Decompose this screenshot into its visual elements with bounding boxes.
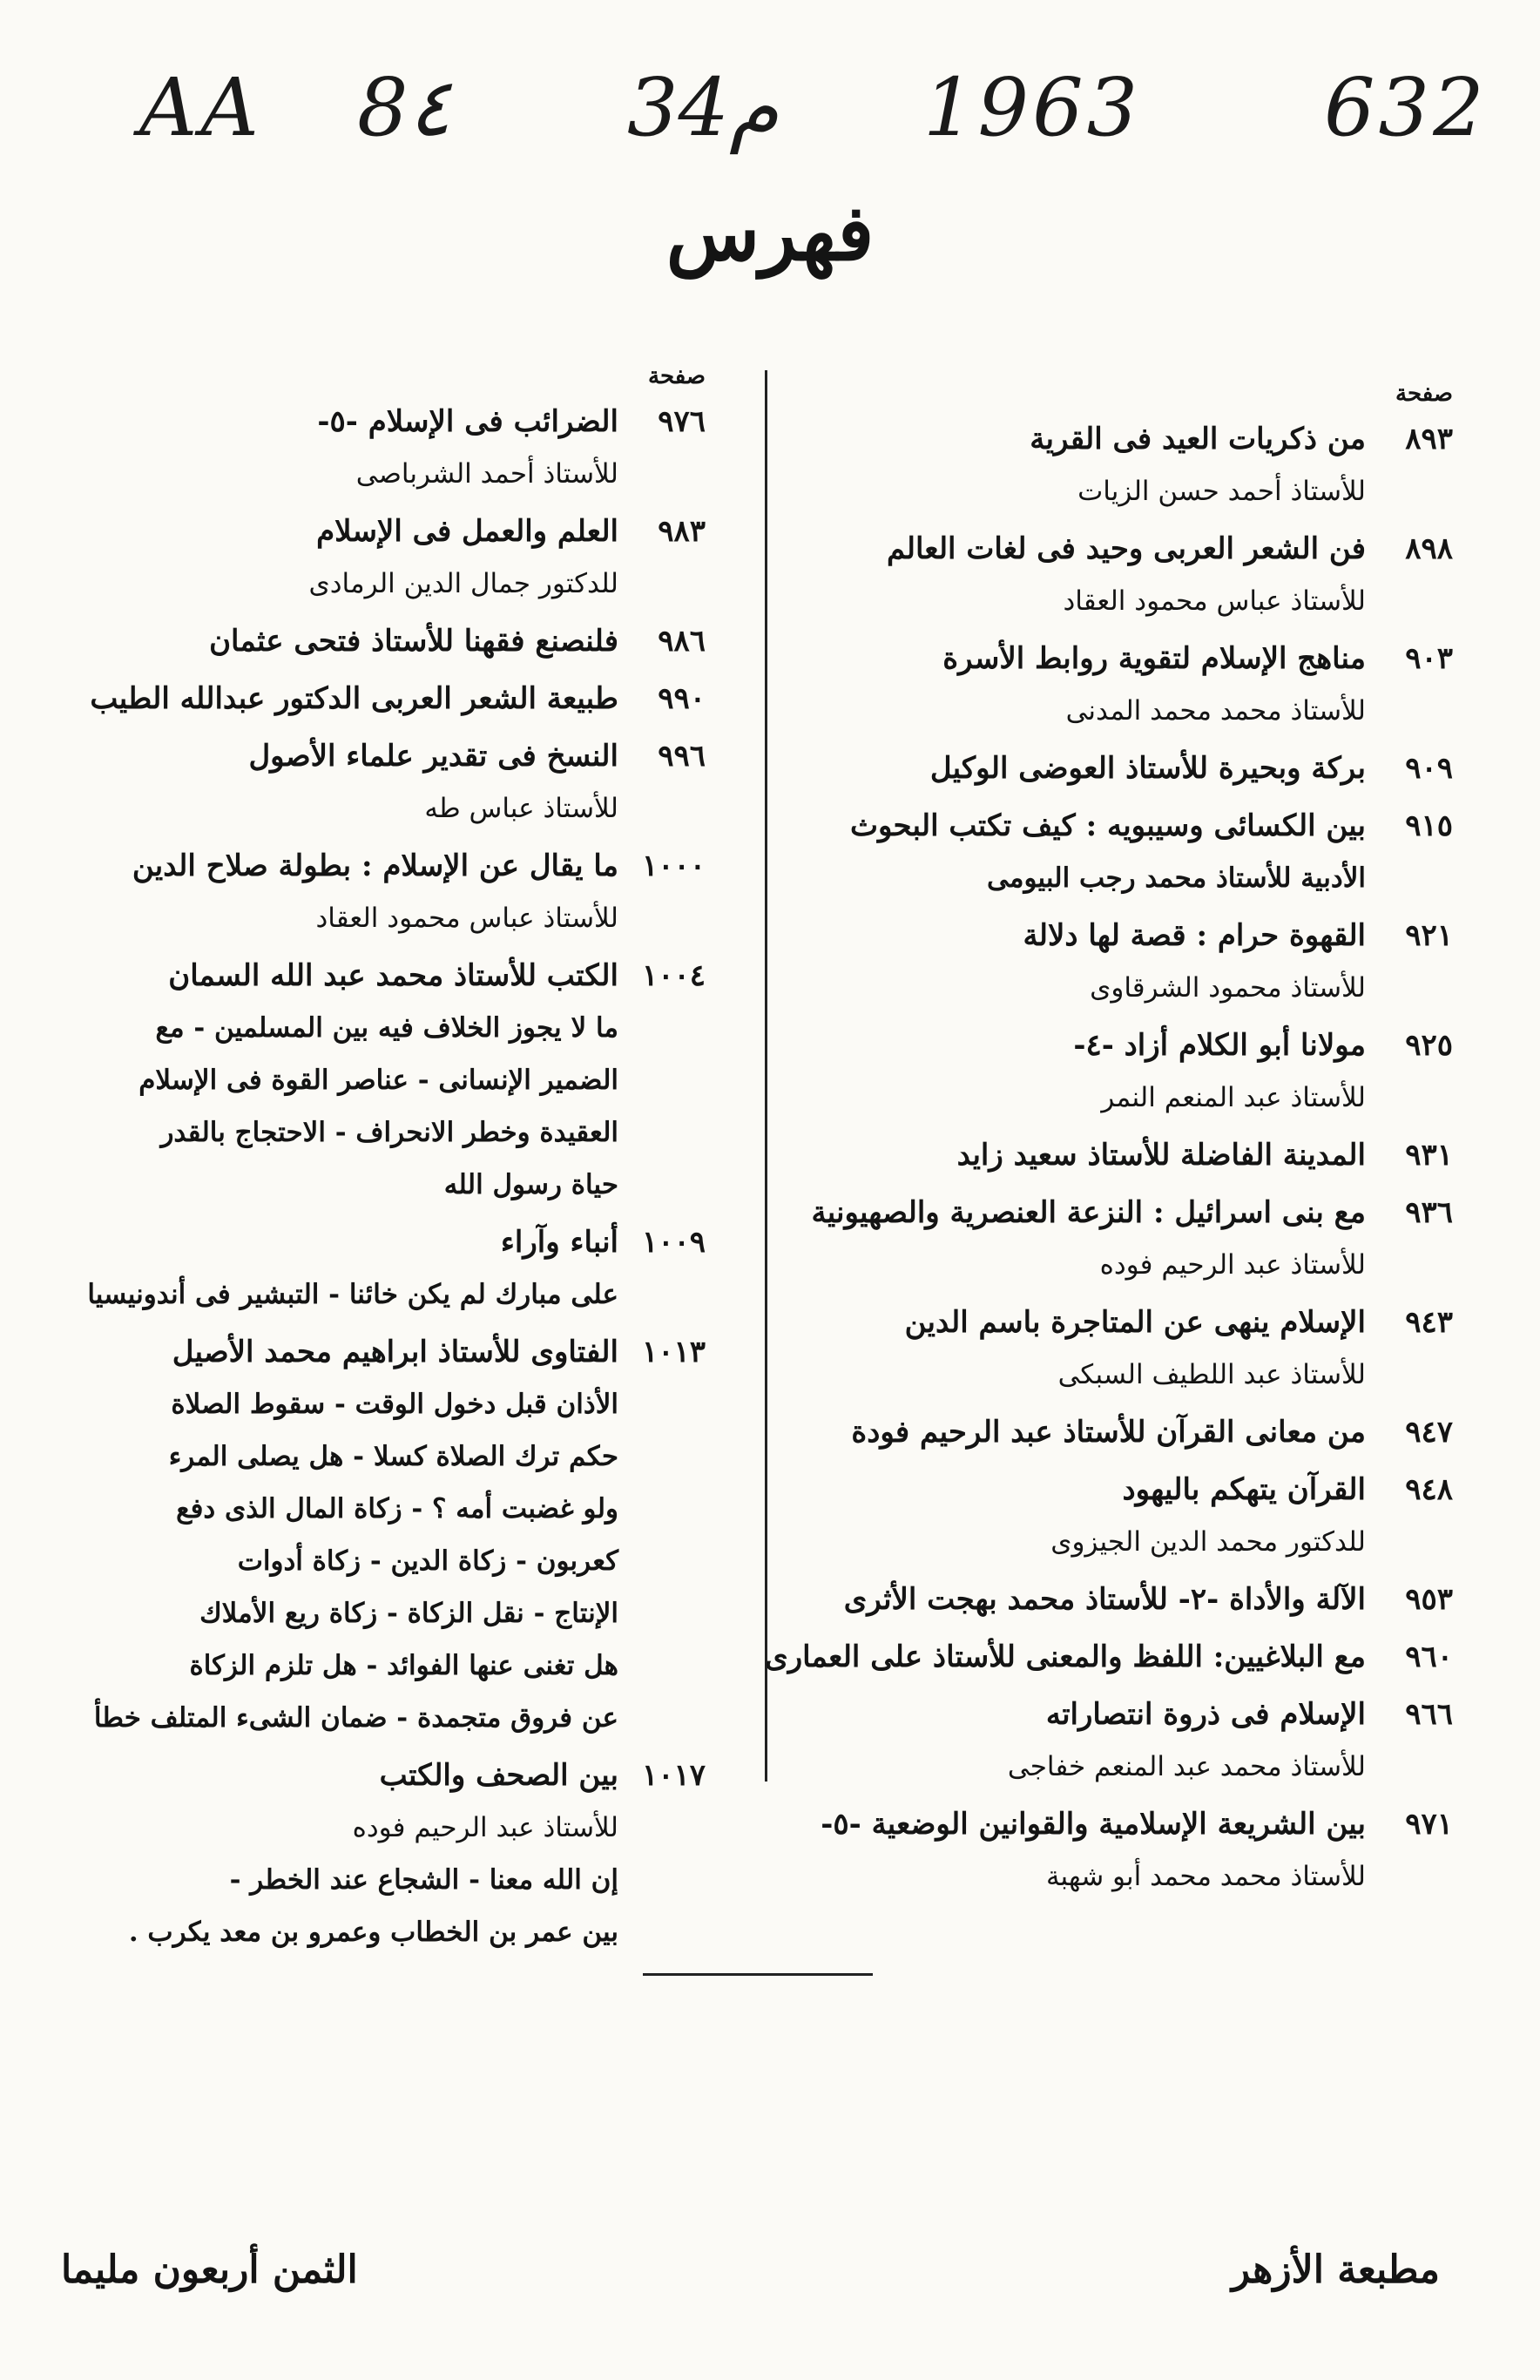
toc-entry [765, 1631, 1453, 1683]
entry-title: المدينة الفاضلة للأستاذ سعيد زايد [956, 1138, 1366, 1173]
page-number: ٩٠٩ [1405, 751, 1453, 786]
entry-text [44, 1326, 618, 1744]
toc-entry [44, 840, 706, 944]
entry-line: للدكتور محمد الدين الجيزوى [1050, 1526, 1366, 1558]
page-number: ٩٢١ [1405, 918, 1453, 953]
toc-entry [44, 1749, 706, 1958]
entry-text [791, 1019, 1366, 1124]
entry-line: للأستاذ عباس محمود العقاد [315, 903, 618, 934]
entry-text [44, 840, 618, 944]
entry-title: الآلة والأداة -٢- للأستاذ محمد بهجت الأثرى [843, 1582, 1366, 1617]
page-number: ٩٦٦ [1405, 1697, 1453, 1732]
page-number: ٩٨٣ [658, 514, 706, 549]
entry-title: ما يقال عن الإسلام : بطولة صلاح الدين [132, 849, 618, 883]
entry-line: للأستاذ عباس طه [424, 793, 618, 824]
column-heading: صفحة [648, 363, 706, 389]
entry-line: للأستاذ عبد اللطيف السبكى [1057, 1359, 1366, 1390]
toc-entry [44, 1216, 706, 1321]
entry-line: ولو غضبت أمه ؟ - زكاة المال الذى دفع [176, 1493, 618, 1525]
entry-text [44, 673, 618, 725]
entry-title: طبيعة الشعر العربى الدكتور عبدالله الطيب [90, 681, 618, 716]
entry-line: الإنتاج - نقل الزكاة - زكاة ريع الأملاك [199, 1598, 618, 1629]
entry-line: للأستاذ عبد الرحيم فوده [352, 1812, 618, 1843]
entry-title: مع بنى اسرائيل : النزعة العنصرية والصهيونية [811, 1195, 1366, 1230]
entry-line: كعربون - زكاة الدين - زكاة أدوات [237, 1545, 618, 1577]
toc-entry [791, 1798, 1453, 1903]
hw-volume: 34م [627, 61, 780, 154]
entry-line: الأدبية للأستاذ محمد رجب البيومى [987, 862, 1366, 894]
toc-entry [791, 1464, 1453, 1568]
entry-title: الكتب للأستاذ محمد عبد الله السمان [168, 958, 618, 993]
entry-line: للأستاذ محمد عبد المنعم خفاجى [1007, 1751, 1366, 1782]
entry-line: للأستاذ عباس محمود العقاد [1063, 585, 1366, 617]
entry-line: الضمير الإنسانى - عناصر القوة فى الإسلام [138, 1065, 618, 1096]
toc-entry [791, 1406, 1453, 1458]
entry-text [765, 1631, 1366, 1683]
toc-entry [791, 800, 1453, 904]
entry-line: إن الله معنا - الشجاع عند الخطر - [229, 1864, 618, 1896]
toc-entry [44, 730, 706, 835]
page-number: ٨٩٣ [1405, 422, 1453, 456]
entry-line: بين عمر بن الخطاب وعمرو بن معد يكرب . [128, 1917, 618, 1948]
page-number: ٩٤٧ [1405, 1415, 1453, 1450]
entry-title: العلم والعمل فى الإسلام [316, 514, 618, 549]
entry-line: على مبارك لم يكن خائنا - التبشير فى أندونيسيا [87, 1279, 618, 1310]
toc-entry [791, 632, 1453, 737]
entry-text [791, 1464, 1366, 1568]
entry-title: مع البلاغيين: اللفظ والمعنى للأستاذ على العمارى [765, 1640, 1366, 1674]
entry-title: بين الصحف والكتب [379, 1758, 618, 1793]
toc-entry [44, 396, 706, 500]
entry-text [44, 1216, 618, 1321]
column-heading: صفحة [1395, 381, 1453, 407]
entry-text [791, 1688, 1366, 1793]
page-number: ٩١٥ [1405, 808, 1453, 843]
entry-line: حكم ترك الصلاة كسلا - هل يصلى المرء [168, 1441, 618, 1472]
entry-text [791, 523, 1366, 627]
entry-text [44, 730, 618, 835]
entry-text [791, 800, 1366, 904]
entry-text [791, 1296, 1366, 1401]
handwritten-catalog-number [139, 61, 1488, 166]
entry-line: ما لا يجوز الخلاف فيه بين المسلمين - مع [155, 1012, 618, 1044]
hw-call-number: 8٤ [357, 61, 451, 154]
page-number: ٩٧٦ [658, 404, 706, 439]
entry-title: الضرائب فى الإسلام -٥- [317, 404, 618, 439]
hw-year: 1963 [923, 61, 1142, 154]
entry-text [791, 1573, 1366, 1626]
entry-line: عن فروق متجمدة - ضمان الشىء المتلف خطأ [93, 1702, 618, 1734]
toc-right-column [765, 375, 1453, 1908]
entry-line: هل تغنى عنها الفوائد - هل تلزم الزكاة [189, 1650, 618, 1681]
entry-line: للأستاذ عبد المنعم النمر [1101, 1082, 1366, 1113]
entry-line: للأستاذ محمد محمد المدنى [1065, 695, 1366, 727]
entry-text [44, 615, 618, 667]
entry-text [791, 742, 1366, 794]
page-number: ٩٣١ [1405, 1138, 1453, 1173]
toc-entry [791, 1129, 1453, 1181]
page-number: ٩٤٣ [1405, 1305, 1453, 1340]
toc-entry [44, 615, 706, 667]
entry-title: بركة وبحيرة للأستاذ العوضى الوكيل [929, 751, 1366, 786]
entry-text [791, 1798, 1366, 1903]
bottom-rule [643, 1973, 873, 1976]
entry-line: العقيدة وخطر الانحراف - الاحتجاج بالقدر [160, 1117, 618, 1148]
entry-title: بين الشريعة الإسلامية والقوانين الوضعية -٥- [821, 1807, 1366, 1842]
page-number: ١٠١٣ [641, 1335, 706, 1369]
entry-line: للأستاذ محمد محمد أبو شهبة [1045, 1861, 1366, 1892]
entry-line: للأستاذ أحمد حسن الزيات [1077, 476, 1366, 507]
toc-entry [44, 950, 706, 1211]
entry-title: مناهج الإسلام لتقوية روابط الأسرة [942, 641, 1366, 676]
toc-entry [791, 909, 1453, 1014]
page-number: ١٠٠٤ [641, 958, 706, 993]
entry-line: حياة رسول الله [443, 1169, 618, 1200]
page-number: ٩٨٦ [658, 624, 706, 659]
toc-left-column [44, 357, 706, 1964]
page-number: ٩٩٦ [658, 739, 706, 774]
page-number: ٩٩٠ [658, 681, 706, 716]
entry-title: القرآن يتهكم باليهود [1122, 1472, 1366, 1507]
entry-title: الإسلام فى ذروة انتصاراته [1045, 1697, 1366, 1732]
hw-accession: 632 [1324, 61, 1488, 154]
page-number: ٨٩٨ [1405, 531, 1453, 566]
toc-entry [44, 1326, 706, 1744]
entry-line: للأستاذ عبد الرحيم فوده [1099, 1249, 1366, 1281]
entry-title: النسخ فى تقدير علماء الأصول [248, 739, 618, 774]
entry-title: بين الكسائى وسيبويه : كيف تكتب البحوث [849, 808, 1366, 843]
toc-entry [44, 505, 706, 610]
entry-text [44, 950, 618, 1211]
toc-entry [791, 413, 1453, 517]
page-number: ١٠٠٠ [641, 849, 706, 883]
publisher-name: مطبعة الأزهر [1231, 2248, 1440, 2292]
entry-title: أنباء وآراء [500, 1225, 618, 1260]
entry-title: من ذكريات العيد فى القرية [1030, 422, 1366, 456]
entry-title: القهوة حرام : قصة لها دلالة [1023, 918, 1366, 953]
entry-title: الإسلام ينهى عن المتاجرة باسم الدين [904, 1305, 1366, 1340]
page-title: فهرس [665, 187, 875, 278]
entry-line: للأستاذ محمود الشرقاوى [1090, 972, 1366, 1004]
entry-text [791, 1406, 1366, 1458]
page-number: ٩٣٦ [1405, 1195, 1453, 1230]
price-note: الثمن أربعون مليما [61, 2248, 358, 2292]
entry-text [791, 413, 1366, 517]
toc-entry [791, 523, 1453, 627]
page-number: ٩٥٣ [1405, 1582, 1453, 1617]
toc-entry [791, 1688, 1453, 1793]
page-number: ١٠١٧ [641, 1758, 706, 1793]
entry-text [791, 909, 1366, 1014]
entry-title: من معانى القرآن للأستاذ عبد الرحيم فودة [851, 1415, 1366, 1450]
toc-entry [791, 1296, 1453, 1401]
entry-title: فن الشعر العربى وحيد فى لغات العالم [886, 531, 1366, 566]
column-divider [765, 370, 767, 1782]
page-number: ٩٦٠ [1405, 1640, 1453, 1674]
entry-text [44, 505, 618, 610]
toc-entry [791, 1019, 1453, 1124]
page-number: ٩٢٥ [1405, 1028, 1453, 1063]
entry-title: الفتاوى للأستاذ ابراهيم محمد الأصيل [172, 1335, 618, 1369]
entry-text [791, 1129, 1366, 1181]
entry-text [791, 632, 1366, 737]
entry-title: مولانا أبو الكلام أزاد -٤- [1073, 1028, 1366, 1063]
entry-text [44, 1749, 618, 1958]
entry-text [791, 1187, 1366, 1291]
toc-entry [791, 1187, 1453, 1291]
page-number: ٩٤٨ [1405, 1472, 1453, 1507]
toc-entry [791, 742, 1453, 794]
entry-line: الأذان قبل دخول الوقت - سقوط الصلاة [171, 1389, 618, 1420]
hw-call-letters: AA [139, 61, 262, 154]
page-number: ٩٠٣ [1405, 641, 1453, 676]
entry-line: للدكتور جمال الدين الرمادى [308, 568, 618, 599]
page-number: ٩٧١ [1405, 1807, 1453, 1842]
entry-title: فلنصنع فقهنا للأستاذ فتحى عثمان [209, 624, 618, 659]
page-number: ١٠٠٩ [641, 1225, 706, 1260]
entry-line: للأستاذ أحمد الشرباصى [355, 458, 618, 490]
toc-entry [44, 673, 706, 725]
entry-text [44, 396, 618, 500]
toc-entry [791, 1573, 1453, 1626]
